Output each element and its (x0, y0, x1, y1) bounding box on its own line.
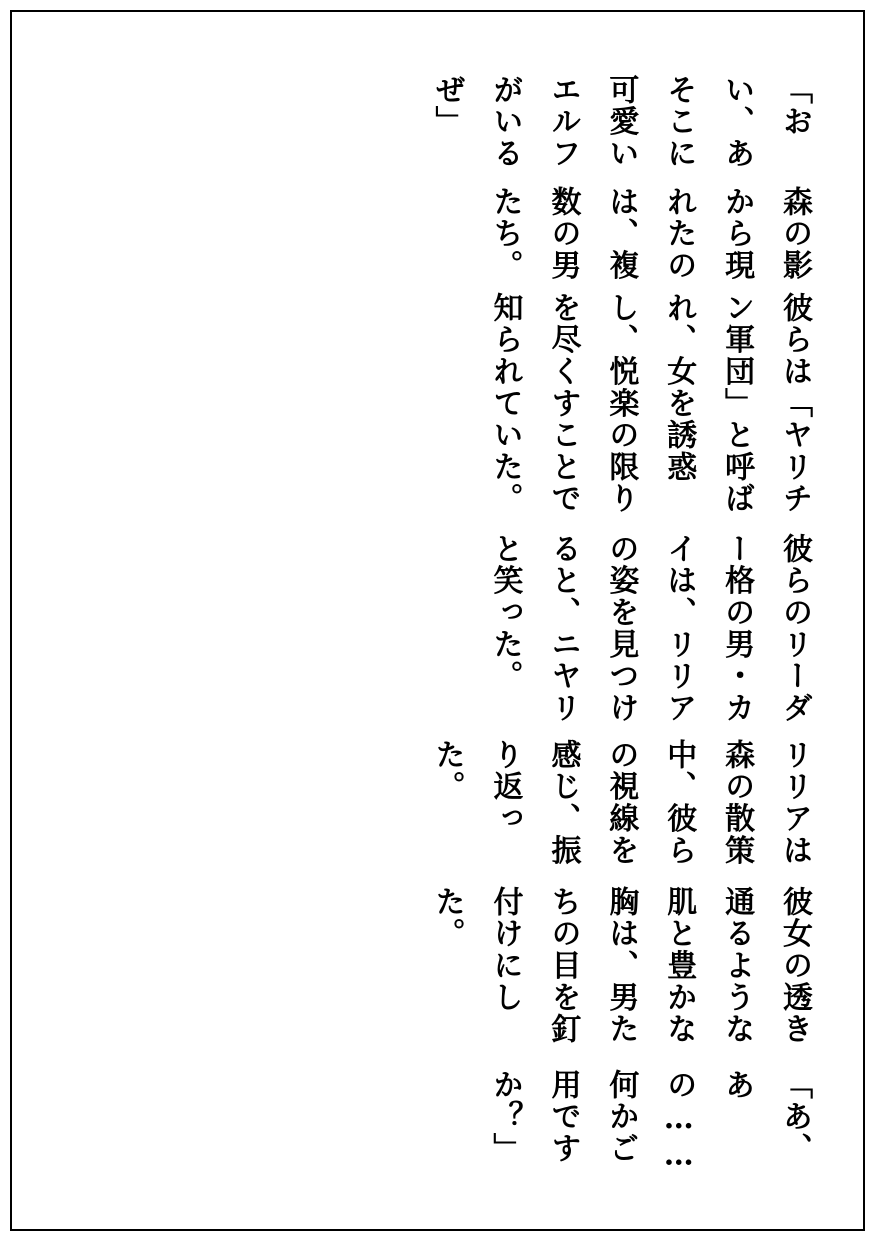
paragraph: 「おい、あそこに可愛いエルフがいるぜ」 (429, 74, 812, 170)
paragraph: 彼らのリーダー格の男・カイは、リリアの姿を見つけると、ニヤリと笑った。 (487, 533, 812, 724)
paragraph: 森の影から現れたのは、複数の男たち。 (487, 185, 812, 282)
paragraph: 彼女の透き通るような肌と豊かな胸は、男たちの目を釘付けにした。 (429, 886, 812, 1046)
vertical-text-body (123, 74, 823, 1174)
paragraph: リリアは森の散策中、彼らの視線を感じ、振り返った。 (429, 739, 812, 867)
paragraph: 「あ、あの……何かご用ですか？」 (487, 1068, 812, 1174)
paragraph: 彼らは「ヤリチン軍団」と呼ばれ、女を誘惑し、悦楽の限りを尽くすことで知られていた。 (487, 291, 812, 515)
